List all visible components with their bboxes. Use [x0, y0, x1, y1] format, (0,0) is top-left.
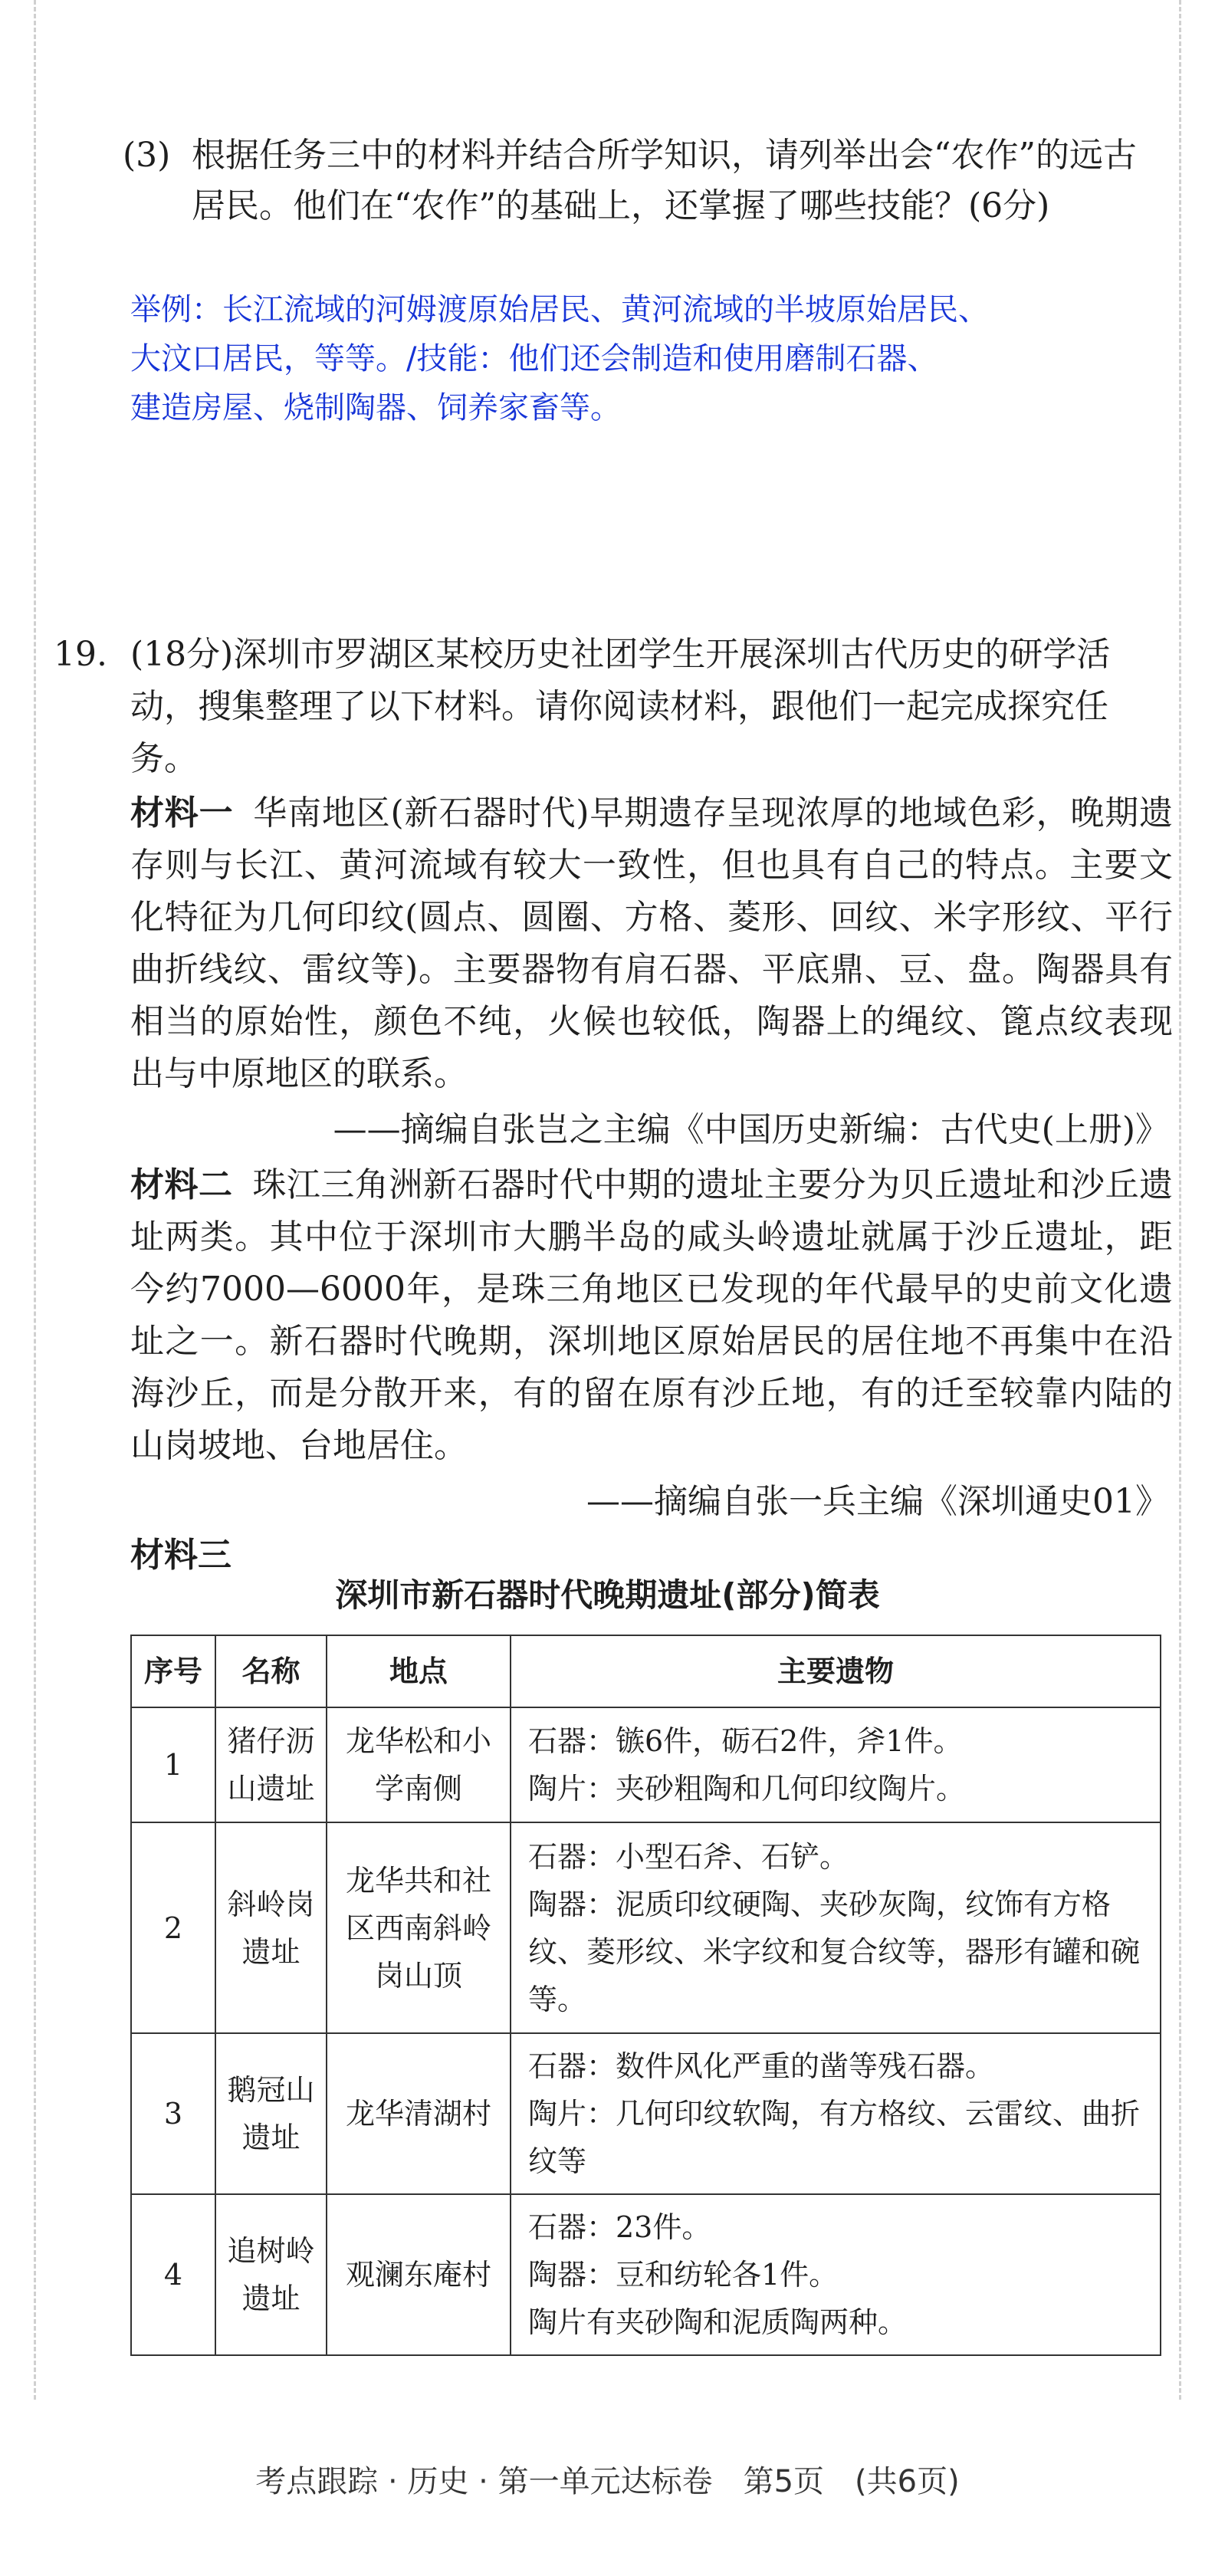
remains-line: 石器：小型石斧、石铲。: [528, 1839, 849, 1874]
remains-line: 石器：23件。: [528, 2210, 711, 2244]
row-name: 斜岭岗遗址: [215, 1822, 327, 2033]
row-name: 鹅冠山遗址: [215, 2033, 327, 2194]
row-name: 追树岭遗址: [215, 2194, 327, 2355]
material-2-source: ——摘编自张一兵主编《深圳通史01》: [586, 1482, 1169, 1521]
remains-line: 石器：镞6件，砺石2件，斧1件。: [528, 1724, 963, 1758]
table-row: [131, 2194, 1161, 2355]
header-remains: 主要遗物: [511, 1635, 1161, 1707]
question-3: [123, 130, 1165, 232]
remains-line: 陶片有夹砂陶和泥质陶两种。: [528, 2305, 908, 2339]
material-2-label: 材料二: [130, 1165, 233, 1204]
remains-line: 陶器：泥质印纹硬陶、夹砂灰陶，纹饰有方格纹、菱形纹、米字纹和复合纹等，器形有罐和碗等。: [528, 1887, 1141, 2016]
header-location: 地点: [327, 1635, 511, 1707]
remains-line: 陶片：夹砂粗陶和几何印纹陶片。: [528, 1772, 966, 1806]
page-footer: 考点跟踪 · 历史 · 第一单元达标卷 第5页 (共6页): [255, 2464, 960, 2499]
material-1-label: 材料一: [130, 794, 234, 833]
question-3-number: (3): [123, 136, 171, 175]
question-19: [54, 629, 1173, 785]
row-index: 3: [131, 2033, 215, 2194]
remains-line: 石器：数件风化严重的凿等残石器。: [528, 2049, 995, 2083]
answer-block: [130, 285, 1150, 432]
answer-line: 大汶口居民，等等。/技能：他们还会制造和使用磨制石器、: [130, 341, 938, 376]
question-3-text: 根据任务三中的材料并结合所学知识，请列举出会“农作”的远古居民。他们在“农作”的基础上，还掌握了哪些技能？(6分): [192, 136, 1137, 225]
material-2: [130, 1159, 1173, 1472]
material-2-text: 珠江三角洲新石器时代中期的遗址主要分为贝丘遗址和沙丘遗址两类。其中位于深圳市大鹏半岛的咸头岭遗址就属于沙丘遗址，距今约7000—6000年，是珠三角地区已发现的年代最早的史前文化遗址之一。新石器时代晚期，深圳地区原始居民的居住地不再集中在沿海沙丘，而是分散开来，有的留在原有沙丘地，有的迁至较靠内陆的山岗坡地、台地居住。: [130, 1165, 1174, 1465]
answer-line: 建造房屋、烧制陶器、饲养家畜等。: [130, 390, 621, 426]
table-row: [131, 1822, 1161, 2033]
header-index: 序号: [131, 1635, 215, 1707]
question-19-text: (18分)深圳市罗湖区某校历史社团学生开展深圳古代历史的研学活动，搜集整理了以下材料。请你阅读材料，跟他们一起完成探究任务。: [130, 635, 1111, 778]
right-margin-line: [1179, 0, 1181, 2400]
material-1: [130, 787, 1173, 1100]
remains-line: 陶片：几何印纹软陶，有方格纹、云雷纹、曲折纹等: [528, 2097, 1141, 2178]
row-remains: [511, 2194, 1161, 2355]
row-location: 观澜东庵村: [327, 2194, 511, 2355]
row-index: 4: [131, 2194, 215, 2355]
row-index: 2: [131, 1822, 215, 2033]
row-remains: [511, 2033, 1161, 2194]
table-row: [131, 1707, 1161, 1822]
material-3-label: 材料三: [130, 1536, 232, 1575]
table-title: 深圳市新石器时代晚期遗址(部分)简表: [335, 1576, 880, 1614]
material-1-source: ——摘编自张岂之主编《中国历史新编：古代史(上册)》: [333, 1110, 1169, 1149]
row-remains: [511, 1707, 1161, 1822]
question-19-number: 19.: [54, 635, 107, 674]
row-remains: [511, 1822, 1161, 2033]
row-name: 猪仔沥山遗址: [215, 1707, 327, 1822]
left-margin-line: [34, 0, 36, 2400]
table-header-row: [131, 1635, 1161, 1707]
answer-line: 举例：长江流域的河姆渡原始居民、黄河流域的半坡原始居民、: [130, 292, 989, 327]
table-row: [131, 2033, 1161, 2194]
row-index: 1: [131, 1707, 215, 1822]
sites-table: [130, 1635, 1161, 2356]
remains-line: 陶器：豆和纺轮各1件。: [528, 2258, 839, 2292]
row-location: 龙华松和小学南侧: [327, 1707, 511, 1822]
header-name: 名称: [215, 1635, 327, 1707]
material-1-text: 华南地区(新石器时代)早期遗存呈现浓厚的地域色彩，晚期遗存则与长江、黄河流域有较大一致性，但也具有自己的特点。主要文化特征为几何印纹(圆点、圆圈、方格、菱形、回纹、米字形纹、平行曲折线纹、雷纹等)。主要器物有肩石器、平底鼎、豆、盘。陶器具有相当的原始性，颜色不纯，火候也较低，陶器上的绳纹、篦点纹表现出与中原地区的联系。: [130, 794, 1173, 1093]
row-location: 龙华清湖村: [327, 2033, 511, 2194]
row-location: 龙华共和社区西南斜岭岗山顶: [327, 1822, 511, 2033]
